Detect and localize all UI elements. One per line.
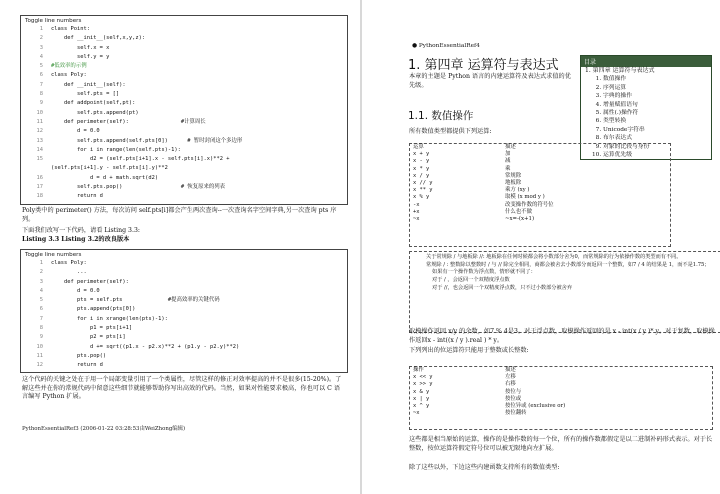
- line-number: 3: [39, 278, 43, 285]
- code-text: p1 = pts[i+1]: [51, 325, 133, 332]
- code-line: [25, 278, 347, 287]
- code-text: def perimeter(self): #计算周长: [51, 118, 206, 125]
- toc-item[interactable]: 10. 运算优先级: [603, 151, 711, 159]
- code-lines: [21, 259, 347, 371]
- description-cell: 右移: [505, 381, 516, 388]
- bitwise-ops-table: [409, 366, 713, 430]
- toc-title: 目录: [581, 56, 711, 67]
- code-line: [25, 361, 347, 370]
- code-line: [25, 109, 347, 118]
- toggle-line-numbers-link[interactable]: Toggle line numbers: [25, 18, 82, 24]
- code-text: def __init__(self):: [51, 81, 126, 88]
- code-line: [25, 333, 347, 342]
- paragraph-summary: 这个代码的关键之处在于用一个局部变量引用了一个类属性，尽管这样的修正对效率提高的并不是很多(15-20%)。了解这些并在你的常规代码中留意这些细节就能够帮助你写出高效的代码。当然，如果对性能要求极高，你也可以 C 语言编写 Python 扩展。: [22, 376, 342, 401]
- description-cell: 按位与: [505, 388, 522, 395]
- code-text: d2 = (self.pts[i+1].x - self.pts[i].x)**2 +: [51, 156, 230, 163]
- toc-item[interactable]: 2. 序列运算: [603, 84, 711, 92]
- toc-item[interactable]: 8. 布尔表达式: [603, 134, 711, 142]
- code-text: class Poly:: [51, 72, 87, 79]
- code-line: [25, 174, 347, 183]
- code-text: def __init__(self,x,y,z):: [51, 35, 146, 42]
- table-row: [410, 202, 670, 209]
- description-cell: 取模 (x mod y ): [505, 194, 545, 201]
- description-cell: 左移: [505, 374, 516, 381]
- description-cell: 按位或: [505, 395, 522, 402]
- code-text: d += sqrt((p1.x - p2.x)**2 + (p1.y - p2.y)**2): [51, 343, 240, 350]
- listing-title: Listing 3.3 Listing 3.2的改良版本: [22, 236, 130, 243]
- description-cell: 地板除: [505, 180, 522, 187]
- code-line: [25, 305, 347, 314]
- code-text: class Point:: [51, 26, 90, 32]
- code-line: [25, 259, 347, 268]
- code-line: [25, 34, 347, 43]
- table-row: [410, 194, 670, 201]
- code-line: [25, 99, 347, 108]
- code-text: return d: [51, 362, 103, 369]
- table-header: 运算 描述: [413, 144, 516, 150]
- paragraph-rewrite: 下面我们改写一下代码，请看 Listing 3.3:: [22, 227, 140, 234]
- code-line: [25, 287, 347, 296]
- code-text: pts.append(pts[0]): [51, 306, 136, 313]
- paragraph-modulo: 取模操作返回 x/y 的余数，如7 % 4是3。对于浮点数，取模操作返回的是 x - int(x / y )* y。对于复数，取模操作返回x - int((x / y ).real ) * y。: [409, 328, 715, 344]
- toc-item[interactable]: 6. 类型转换: [603, 117, 711, 125]
- line-number: 2: [39, 269, 43, 276]
- page-footer: PythonEssentialRef3 (2006-01-22 03:28:53由WeiZhong编辑): [22, 426, 186, 432]
- toggle-line-numbers-link[interactable]: Toggle line numbers: [25, 252, 82, 258]
- paragraph-bitwise-desc: 这些都是相当原始的运算，操作的是操作数的每一个位，所有的操作数都假定是以二进制补码形式表示。对于长整数，按位运算符假定符号位可以被无限地向左扩展。: [409, 436, 713, 452]
- code-line: [25, 183, 347, 192]
- paragraph-bitwise-intro: 下列列出的位运算符只能用于整数或长整数:: [409, 347, 529, 354]
- code-line: [25, 62, 347, 71]
- chapter-intro: 本章的主题是 Python 语言的内建运算符及表达式求值的优先级。: [409, 73, 571, 89]
- table-row: [410, 410, 712, 417]
- operator-cell: x >> y: [413, 381, 433, 388]
- operator-cell: x - y: [413, 158, 430, 165]
- code-line: [25, 324, 347, 333]
- code-text: #低效率的示例: [51, 63, 87, 70]
- line-number: 11: [36, 352, 43, 359]
- line-number: 17: [36, 184, 43, 191]
- code-line: [25, 44, 347, 53]
- code-line: [25, 315, 347, 324]
- line-number: 8: [39, 91, 43, 98]
- operator-cell: x << y: [413, 374, 433, 381]
- code-text: d = d + math.sqrt(d2): [51, 174, 159, 181]
- code-line: [25, 164, 347, 173]
- division-note: [409, 251, 720, 333]
- breadcrumb-label[interactable]: PythonEssentialRef4: [418, 43, 480, 49]
- line-number: 2: [39, 35, 43, 42]
- operator-cell: +x: [413, 208, 420, 215]
- line-number: 1: [39, 260, 43, 266]
- note-line: 关于常规除 / 与地板除 //: 地板除在任何时候都会将小数部分舍为0，而常规除的行为依操作数的类型而有不同。: [426, 254, 682, 260]
- paragraph-builtins: 除了这些以外，下边这些内建函数支持所有的数值类型:: [409, 464, 560, 471]
- operator-cell: -x: [413, 201, 420, 208]
- operator-cell: x // y: [413, 180, 433, 187]
- code-text: self.x = x: [51, 44, 110, 51]
- line-number: 10: [36, 109, 43, 116]
- table-row: [410, 173, 670, 180]
- operator-cell: x + y: [413, 151, 430, 158]
- description-cell: 常规除: [505, 172, 522, 179]
- code-line: [25, 296, 347, 305]
- code-text: def addpoint(self,pt):: [51, 100, 136, 107]
- table-row: [410, 396, 712, 403]
- description-cell: 加: [505, 151, 511, 158]
- code-text: self.pts.append(pt): [51, 109, 139, 116]
- line-number: 1: [39, 26, 43, 32]
- code-line: [25, 155, 347, 164]
- breadcrumb: [412, 43, 480, 49]
- description-cell: 按位异或 (exclusive or): [505, 403, 566, 410]
- line-number: 4: [39, 287, 43, 294]
- line-number: 5: [39, 63, 43, 70]
- code-text: pts.pop(): [51, 352, 107, 359]
- code-text: (self.pts[i+1].y - self.pts[i].y)**2: [51, 165, 168, 172]
- code-lines: [21, 25, 347, 202]
- toc-item[interactable]: 4. 增量赋值语句: [603, 101, 711, 109]
- line-number: 7: [39, 315, 43, 322]
- line-number: 13: [36, 137, 43, 144]
- operator-cell: x ^ y: [413, 403, 430, 410]
- code-text: class Poly:: [51, 260, 87, 266]
- table-row: [410, 166, 670, 173]
- table-row: [410, 151, 670, 158]
- paragraph-perimeter: Poly类中的 perimeter() 方法，每次访问 self.pts[i]都会产生两次查询--一次查询名字空间字典,另一次查询 pts 序列。: [22, 207, 337, 223]
- note-line: 如果有一个操作数为浮点数，情形就不同了：: [432, 269, 536, 276]
- code-text: pts = self.pts #提高效率的关键代码: [51, 297, 220, 304]
- toc-item[interactable]: 9. 对象的比较与身份: [603, 143, 711, 151]
- code-text: return d: [51, 193, 103, 200]
- line-number: 12: [36, 362, 43, 369]
- line-number: 14: [36, 146, 43, 153]
- table-row: [410, 403, 712, 410]
- operator-cell: x & y: [413, 388, 430, 395]
- code-line: [25, 352, 347, 361]
- code-line: [25, 127, 347, 136]
- line-number: 3: [39, 44, 43, 51]
- code-line: [25, 118, 347, 127]
- toc-main-link[interactable]: 1. 第四章 运算符与表达式: [585, 67, 655, 74]
- description-cell: ~x=-(x+1): [505, 216, 535, 223]
- code-text: p2 = pts[i]: [51, 334, 126, 341]
- line-number: 12: [36, 128, 43, 135]
- code-line: [25, 53, 347, 62]
- table-row: [410, 374, 712, 381]
- code-text: self.pts.append(self.pts[0]) # 暂时封闭这个多边形: [51, 137, 243, 144]
- operator-cell: ~x: [413, 410, 420, 417]
- operator-cell: x * y: [413, 165, 430, 172]
- description-cell: 乘: [505, 165, 511, 172]
- line-number: 18: [36, 193, 43, 200]
- line-number: 7: [39, 81, 43, 88]
- description-cell: 按位翻转: [505, 410, 527, 417]
- line-number: 6: [39, 306, 43, 313]
- toc-item[interactable]: 1. 数值操作: [603, 75, 711, 83]
- code-listing-3-2: [20, 15, 348, 205]
- code-line: [25, 192, 347, 201]
- table-row: [410, 158, 670, 165]
- table-row: [410, 180, 670, 187]
- code-line: [25, 25, 347, 34]
- operator-cell: x | y: [413, 395, 430, 402]
- code-text: ...: [51, 269, 87, 276]
- table-row: [410, 381, 712, 388]
- line-number: 5: [39, 297, 43, 304]
- description-cell: 乘方 (xy ): [505, 187, 530, 194]
- table-row: [410, 216, 670, 223]
- section-intro: 所有数值类型都提供下列运算:: [409, 128, 492, 135]
- code-text: for i in xrange(len(pts)-1):: [51, 315, 168, 322]
- toc-item[interactable]: 3. 字典的操作: [603, 92, 711, 100]
- code-line: [25, 90, 347, 99]
- table-header: 操作 描述: [413, 367, 516, 373]
- code-line: [25, 71, 347, 80]
- note-line: 对于 / ，会返回一个双精度浮点数: [432, 277, 510, 284]
- code-text: self.y = y: [51, 53, 110, 60]
- description-cell: 改变操作数的符号位: [505, 201, 554, 208]
- operator-cell: x / y: [413, 172, 430, 179]
- code-text: def perimeter(self):: [51, 278, 129, 285]
- line-number: 11: [36, 118, 43, 125]
- code-line: [25, 268, 347, 277]
- line-number: 16: [36, 174, 43, 181]
- toc-item[interactable]: 5. 属性(.)操作符: [603, 109, 711, 117]
- description-cell: 什么也不做: [505, 208, 532, 215]
- bullet-icon: ●: [412, 43, 419, 49]
- code-listing-3-3: [20, 249, 348, 373]
- description-cell: 减: [505, 158, 511, 165]
- toc-item[interactable]: 7. Unicode字符串: [603, 126, 711, 134]
- line-number: 10: [36, 343, 43, 350]
- code-text: for i in range(len(self.pts)-1):: [51, 146, 181, 153]
- code-line: [25, 137, 347, 146]
- line-number: 15: [36, 156, 43, 163]
- line-number: 9: [39, 334, 43, 341]
- section-title: 1.1. 数值操作: [408, 110, 474, 122]
- arithmetic-ops-table: [409, 143, 671, 247]
- right-page: [362, 0, 720, 494]
- table-row: [410, 389, 712, 396]
- operator-cell: x % y: [413, 194, 430, 201]
- code-line: [25, 343, 347, 352]
- code-text: self.pts = []: [51, 91, 120, 98]
- code-text: self.pts.pop() # 恢复原来的列表: [51, 184, 226, 191]
- note-line: 常规除 / : 整数除以整数时 / 与 // 除完全相同，商都会被舍去小数部分而返回一个整数，如7 / 4 的结果是 1，而不是1.75；: [426, 261, 710, 268]
- code-text: d = 0.0: [51, 287, 100, 294]
- code-line: [25, 81, 347, 90]
- operator-cell: ~x: [413, 216, 420, 223]
- code-text: d = 0.0: [51, 128, 100, 135]
- table-row: [410, 209, 670, 216]
- line-number: 6: [39, 72, 43, 79]
- chapter-title: 1. 第四章 运算符与表达式: [408, 58, 559, 73]
- line-number: 4: [39, 53, 43, 60]
- code-line: [25, 146, 347, 155]
- line-number: 8: [39, 325, 43, 332]
- operator-cell: x ** y: [413, 187, 433, 194]
- line-number: 9: [39, 100, 43, 107]
- note-line: 对于 //，也会返回一个双精度浮点数，只不过小数部分被舍弃: [432, 284, 573, 291]
